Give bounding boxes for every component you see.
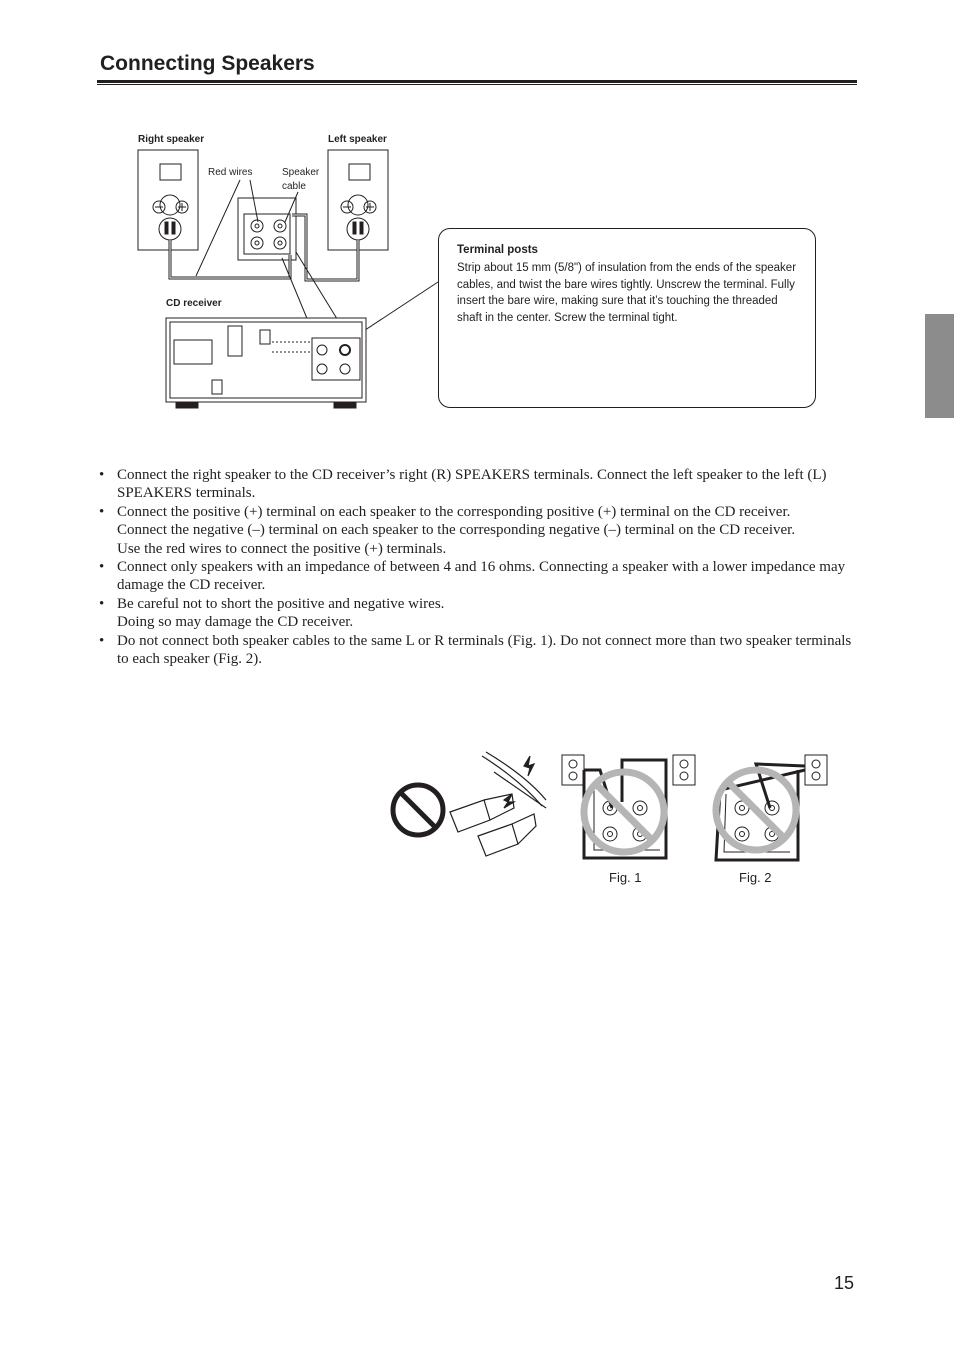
terminal-panel-zoom xyxy=(238,198,296,260)
terminal-posts-callout xyxy=(438,228,816,408)
prohibition-icon xyxy=(393,785,443,835)
fig1-illustration xyxy=(562,755,695,858)
page-number: 15 xyxy=(834,1273,855,1293)
fig2-caption: Fig. 2 xyxy=(739,870,772,885)
left-speaker-label: Left speaker xyxy=(328,134,387,145)
right-speaker-label: Right speaker xyxy=(138,134,205,145)
list-item-line: Connect the negative (–) terminal on each speaker to the corresponding negative (–) terminal on the CD receiver. xyxy=(117,522,796,539)
list-item-line: • Connect the right speaker to the CD receiver’s right (R) SPEAKERS terminals. Connect the left speaker to the left (L) SPEAKERS terminals. xyxy=(117,467,827,502)
list-item-line: • Do not connect both speaker cables to the same L or R terminals (Fig. 1). Do not connect more than two speaker terminals to each speaker (Fig. 2). xyxy=(117,632,852,668)
callout-title: Terminal posts xyxy=(457,244,538,256)
list-item-line: • Connect the positive (+) terminal on each speaker to the corresponding positive (+) terminal on the CD receiver. xyxy=(117,503,791,520)
red-wires-label: Red wires xyxy=(208,167,253,178)
list-item xyxy=(97,503,857,558)
speaker-cable-label-line2: cable xyxy=(282,181,306,192)
right-speaker-illustration xyxy=(138,150,198,250)
cd-receiver-label: CD receiver xyxy=(166,298,222,309)
list-item-line: • Be careful not to short the positive and negative wires. xyxy=(117,595,445,612)
list-item-line: Use the red wires to connect the positive (+) terminals. xyxy=(117,540,447,557)
cd-receiver-illustration xyxy=(166,318,366,408)
page-title: Connecting Speakers xyxy=(100,52,315,75)
speaker-cable-label-line1: Speaker xyxy=(282,167,320,178)
instruction-list xyxy=(97,466,857,668)
list-item-line: Doing so may damage the CD receiver. xyxy=(117,614,354,631)
list-item xyxy=(97,632,857,669)
fig2-illustration xyxy=(716,755,827,860)
left-speaker-illustration xyxy=(328,150,388,250)
list-item xyxy=(97,595,857,632)
callout-text: Strip about 15 mm (5/8") of insulation from the ends of the speaker cables, and twist the bare wires tightly. Unscrew the terminal. Fully insert the bare wire, making sure that it’s touching the threaded shaft in the center. Screw the terminal tight. xyxy=(457,262,797,324)
list-item-line: • Connect only speakers with an impedance of between 4 and 16 ohms. Connecting a speaker with a lower impedance may damage the CD receiver. xyxy=(117,559,846,594)
short-circuit-illustration xyxy=(450,752,546,856)
list-item xyxy=(97,558,857,595)
list-item xyxy=(97,466,857,503)
fig1-caption: Fig. 1 xyxy=(609,870,642,885)
